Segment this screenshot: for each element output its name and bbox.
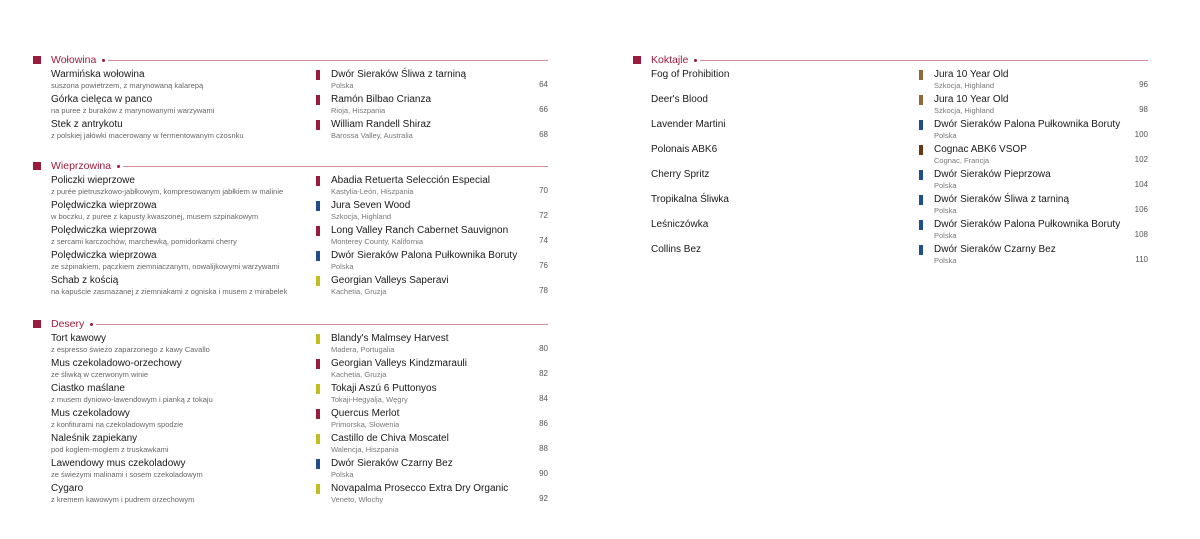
wine-name: Quercus Merlot bbox=[331, 408, 400, 419]
dish-description: z konfiturami na czekoladowym spodzie bbox=[51, 420, 184, 429]
section-title: Wołowina bbox=[51, 54, 97, 66]
wine-color-marker-icon bbox=[316, 251, 320, 261]
menu-item bbox=[633, 144, 1148, 169]
wine-region: Polska bbox=[934, 231, 957, 240]
wine-region: Polska bbox=[934, 206, 957, 215]
dish-name: Cygaro bbox=[51, 483, 84, 494]
price: 92 bbox=[539, 494, 548, 503]
wine-region: Polska bbox=[934, 256, 957, 265]
menu-item bbox=[33, 383, 548, 408]
wine-region: Szkocja, Highland bbox=[331, 212, 392, 221]
section-square-icon bbox=[33, 162, 41, 170]
dish-description: na kapuście zasmażanej z ziemniakami z ogniska i musem z mirabelek bbox=[51, 287, 288, 296]
price: 82 bbox=[539, 369, 548, 378]
wine-color-marker-icon bbox=[316, 201, 320, 211]
wine-color-marker-icon bbox=[919, 145, 923, 155]
menu-item bbox=[633, 219, 1148, 244]
price: 102 bbox=[1134, 155, 1148, 164]
menu-item bbox=[33, 200, 548, 225]
wine-color-marker-icon bbox=[919, 70, 923, 80]
section-square-icon bbox=[633, 56, 641, 64]
wine-name: Abadia Retuerta Selección Especial bbox=[331, 175, 490, 186]
price: 68 bbox=[539, 130, 548, 139]
menu-item bbox=[33, 250, 548, 275]
dish-description: z purée pietruszkowo-jabłkowym, kompresowanym jabłkiem w malinie bbox=[51, 187, 284, 196]
menu-section bbox=[633, 53, 1148, 265]
menu-item bbox=[33, 225, 548, 250]
wine-name: Jura Seven Wood bbox=[331, 200, 411, 211]
section-header bbox=[33, 159, 548, 173]
wine-region: Polska bbox=[934, 181, 957, 190]
dish-name: Stek z antrykotu bbox=[51, 119, 123, 130]
price: 64 bbox=[539, 80, 548, 89]
section-divider bbox=[700, 60, 1148, 61]
price: 72 bbox=[539, 211, 548, 220]
price: 106 bbox=[1134, 205, 1148, 214]
wine-region: Madera, Portugalia bbox=[331, 345, 395, 354]
wine-region: Kachetia, Gruzja bbox=[331, 370, 387, 379]
wine-color-marker-icon bbox=[919, 245, 923, 255]
price: 70 bbox=[539, 186, 548, 195]
wine-region: Polska bbox=[331, 262, 354, 271]
section-dot-icon bbox=[102, 59, 105, 62]
dish-name: Polędwiczka wieprzowa bbox=[51, 225, 157, 236]
dish-name: Warmińska wołowina bbox=[51, 69, 145, 80]
price: 66 bbox=[539, 105, 548, 114]
wine-color-marker-icon bbox=[316, 459, 320, 469]
section-divider bbox=[96, 324, 548, 325]
section-title: Desery bbox=[51, 318, 85, 330]
dish-name: Tort kawowy bbox=[51, 333, 107, 344]
dish-description: ze szpinakiem, pączkiem ziemniaczanym, nowalijkowymi warzywami bbox=[51, 262, 280, 271]
dish-description: suszona powietrzem, z marynowaną kalarepą bbox=[51, 81, 204, 90]
price: 90 bbox=[539, 469, 548, 478]
wine-name: Long Valley Ranch Cabernet Sauvignon bbox=[331, 225, 509, 236]
section-title: Koktajle bbox=[651, 54, 689, 66]
menu-item bbox=[33, 119, 548, 144]
menu-item bbox=[33, 275, 548, 300]
wine-name: Dwór Sieraków Pieprzowa bbox=[934, 169, 1051, 180]
price: 84 bbox=[539, 394, 548, 403]
wine-color-marker-icon bbox=[316, 434, 320, 444]
menu-item bbox=[33, 333, 548, 358]
menu-item bbox=[633, 244, 1148, 269]
dish-description: ze śliwką w czerwonym winie bbox=[51, 370, 149, 379]
price: 96 bbox=[1139, 80, 1148, 89]
menu-item bbox=[33, 433, 548, 458]
wine-region: Monterey County, Kalifornia bbox=[331, 237, 423, 246]
dish-name: Lavender Martini bbox=[651, 119, 726, 130]
wine-region: Walencja, Hiszpania bbox=[331, 445, 399, 454]
wine-name: Tokaji Aszú 6 Puttonyos bbox=[331, 383, 437, 394]
dish-name: Collins Bez bbox=[651, 244, 702, 255]
wine-name: Dwór Sieraków Palona Pułkownika Boruty bbox=[934, 219, 1121, 230]
price: 100 bbox=[1134, 130, 1148, 139]
wine-color-marker-icon bbox=[919, 95, 923, 105]
dish-description: z kremem kawowym i pudrem orzechowym bbox=[51, 495, 195, 504]
dish-name: Ciastko maślane bbox=[51, 383, 125, 394]
wine-region: Kastylia-León, Hiszpania bbox=[331, 187, 414, 196]
wine-region: Polska bbox=[331, 470, 354, 479]
dish-name: Polonais ABK6 bbox=[651, 144, 718, 155]
price: 74 bbox=[539, 236, 548, 245]
wine-color-marker-icon bbox=[316, 359, 320, 369]
dish-description: ze świeżymi malinami i sosem czekoladowym bbox=[51, 470, 203, 479]
dish-name: Górka cielęca w panco bbox=[51, 94, 153, 105]
wine-color-marker-icon bbox=[316, 276, 320, 286]
menu-item bbox=[33, 358, 548, 383]
section-divider bbox=[108, 60, 548, 61]
wine-color-marker-icon bbox=[316, 334, 320, 344]
wine-name: Dwór Sieraków Palona Pułkownika Boruty bbox=[934, 119, 1121, 130]
wine-name: Castillo de Chiva Moscatel bbox=[331, 433, 449, 444]
wine-color-marker-icon bbox=[316, 484, 320, 494]
wine-name: Jura 10 Year Old bbox=[934, 69, 1009, 80]
wine-name: Dwór Sieraków Palona Pułkownika Boruty bbox=[331, 250, 518, 261]
wine-name: Georgian Valleys Saperavi bbox=[331, 275, 449, 286]
section-square-icon bbox=[33, 320, 41, 328]
section-divider bbox=[123, 166, 548, 167]
dish-description: z espresso świeżo zaparzonego z kawy Cavallo bbox=[51, 345, 210, 354]
section-dot-icon bbox=[90, 323, 93, 326]
wine-color-marker-icon bbox=[316, 176, 320, 186]
section-header bbox=[33, 317, 548, 331]
wine-region: Polska bbox=[934, 131, 957, 140]
menu-item bbox=[33, 458, 548, 483]
wine-name: Novapalma Prosecco Extra Dry Organic bbox=[331, 483, 509, 494]
menu-item bbox=[33, 175, 548, 200]
dish-name: Polędwiczka wieprzowa bbox=[51, 200, 157, 211]
price: 88 bbox=[539, 444, 548, 453]
wine-name: Jura 10 Year Old bbox=[934, 94, 1009, 105]
wine-color-marker-icon bbox=[919, 120, 923, 130]
wine-region: Cognac, Francja bbox=[934, 156, 990, 165]
dish-name: Polędwiczka wieprzowa bbox=[51, 250, 157, 261]
dish-description: z polskiej jałówki macerowany w fermentowanym czosnku bbox=[51, 131, 244, 140]
dish-name: Cherry Spritz bbox=[651, 169, 710, 180]
price: 104 bbox=[1134, 180, 1148, 189]
dish-description: pod koglem-moglem z truskawkami bbox=[51, 445, 169, 454]
price: 108 bbox=[1134, 230, 1148, 239]
wine-region: Kachetia, Gruzja bbox=[331, 287, 387, 296]
dish-description: na puree z buraków z marynowanymi warzywami bbox=[51, 106, 215, 115]
dish-name: Lawendowy mus czekoladowy bbox=[51, 458, 186, 469]
menu-item bbox=[633, 94, 1148, 119]
wine-name: Ramón Bilbao Crianza bbox=[331, 94, 432, 105]
wine-name: William Randell Shiraz bbox=[331, 119, 432, 130]
menu-section bbox=[33, 159, 548, 296]
wine-color-marker-icon bbox=[316, 95, 320, 105]
wine-color-marker-icon bbox=[316, 120, 320, 130]
section-dot-icon bbox=[694, 59, 697, 62]
wine-name: Georgian Valleys Kindzmarauli bbox=[331, 358, 467, 369]
price: 86 bbox=[539, 419, 548, 428]
wine-color-marker-icon bbox=[316, 70, 320, 80]
dish-name: Mus czekoladowy bbox=[51, 408, 130, 419]
price: 78 bbox=[539, 286, 548, 295]
wine-name: Cognac ABK6 VSOP bbox=[934, 144, 1027, 155]
wine-color-marker-icon bbox=[316, 226, 320, 236]
wine-region: Tokaji-Hegyalja, Węgry bbox=[331, 395, 408, 404]
wine-region: Veneto, Włochy bbox=[331, 495, 384, 504]
wine-name: Dwór Sieraków Czarny Bez bbox=[934, 244, 1056, 255]
dish-name: Naleśnik zapiekany bbox=[51, 433, 138, 444]
wine-region: Barossa Valley, Australia bbox=[331, 131, 413, 140]
dish-name: Mus czekoladowo-orzechowy bbox=[51, 358, 182, 369]
section-header bbox=[633, 53, 1148, 67]
dish-description: w boczku, z puree z kapusty kwaszonej, musem szpinakowym bbox=[51, 212, 259, 221]
wine-name: Dwór Sieraków Czarny Bez bbox=[331, 458, 453, 469]
wine-color-marker-icon bbox=[316, 409, 320, 419]
wine-name: Dwór Sieraków Śliwa z tarniną bbox=[331, 69, 467, 80]
menu-section bbox=[33, 317, 548, 504]
wine-region: Rioja, Hiszpania bbox=[331, 106, 386, 115]
section-dot-icon bbox=[117, 165, 120, 168]
wine-color-marker-icon bbox=[919, 220, 923, 230]
menu-item bbox=[33, 408, 548, 433]
wine-region: Polska bbox=[331, 81, 354, 90]
dish-name: Schab z kością bbox=[51, 275, 119, 286]
wine-color-marker-icon bbox=[316, 384, 320, 394]
dish-description: z sercami karczochów, marchewką, pomidorkami cherry bbox=[51, 237, 237, 246]
wine-region: Primorska, Słowenia bbox=[331, 420, 400, 429]
section-header bbox=[33, 53, 548, 67]
menu-item bbox=[633, 169, 1148, 194]
dish-name: Fog of Prohibition bbox=[651, 69, 730, 80]
menu-item bbox=[33, 69, 548, 94]
dish-name: Policzki wieprzowe bbox=[51, 175, 135, 186]
menu-item bbox=[633, 69, 1148, 94]
dish-description: z musem dyniowo-lawendowym i pianką z tokaju bbox=[51, 395, 213, 404]
section-title: Wieprzowina bbox=[51, 160, 112, 172]
menu-item bbox=[633, 119, 1148, 144]
price: 98 bbox=[1139, 105, 1148, 114]
wine-region: Szkocja, Highland bbox=[934, 106, 995, 115]
dish-name: Tropikalna Śliwka bbox=[651, 194, 729, 205]
wine-name: Blandy's Malmsey Harvest bbox=[331, 333, 449, 344]
menu-item bbox=[33, 94, 548, 119]
price: 80 bbox=[539, 344, 548, 353]
dish-name: Leśniczówka bbox=[651, 219, 709, 230]
wine-color-marker-icon bbox=[919, 170, 923, 180]
menu-item bbox=[633, 194, 1148, 219]
wine-color-marker-icon bbox=[919, 195, 923, 205]
wine-region: Szkocja, Highland bbox=[934, 81, 995, 90]
price: 76 bbox=[539, 261, 548, 270]
price: 110 bbox=[1135, 255, 1148, 264]
dish-name: Deer's Blood bbox=[651, 94, 708, 105]
section-square-icon bbox=[33, 56, 41, 64]
menu-section bbox=[33, 53, 548, 140]
wine-name: Dwór Sieraków Śliwa z tarniną bbox=[934, 194, 1070, 205]
menu-item bbox=[33, 483, 548, 508]
